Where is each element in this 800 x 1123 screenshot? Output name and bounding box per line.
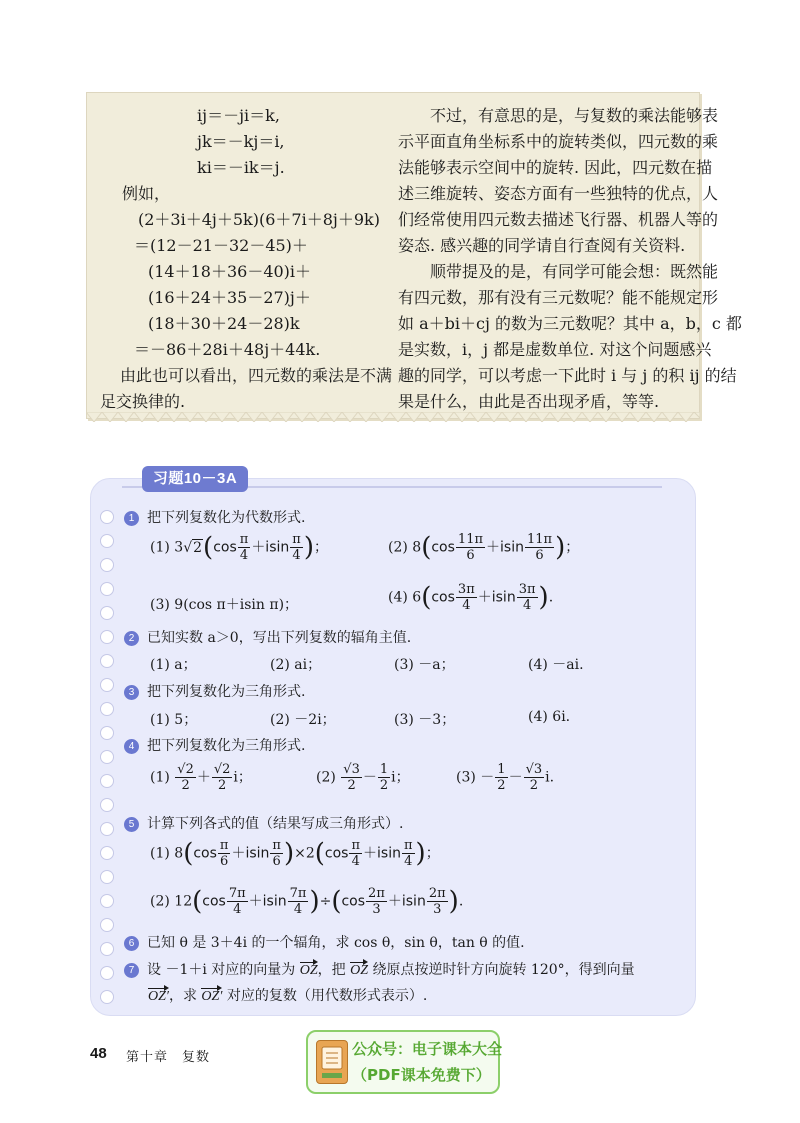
- question-2: [124, 627, 411, 647]
- watermark-badge: [306, 1030, 503, 1094]
- identity-jk: jk＝－kj＝i,: [197, 132, 285, 151]
- calc-line-1: (2＋3i＋4j＋5k)(6＋7i＋8j＋9k): [138, 210, 380, 229]
- page-number: 48: [90, 1045, 107, 1062]
- right-line-4: 述三维旋转、姿态方面有一些独特的优点，人: [398, 184, 719, 203]
- binder-ring: [100, 582, 114, 596]
- binder-ring: [100, 534, 114, 548]
- right-line-5: 们经常使用四元数去描述飞行器、机器人等的: [398, 210, 719, 229]
- vector-oz-prime: OZ′: [148, 989, 169, 1004]
- question-7-continued: OZ′，求 OZ′ 对应的复数（用代数形式表示）.: [148, 988, 428, 1004]
- question-text: 计算下列各式的值（结果写成三角形式）.: [147, 816, 404, 832]
- question-3: [124, 681, 305, 701]
- watermark-line-1: 公众号：电子课本大全: [352, 1040, 503, 1058]
- binder-ring: [100, 702, 114, 716]
- question-number: 2: [124, 631, 139, 646]
- binder-ring: [100, 726, 114, 740]
- conclusion-line-2: 足交换律的.: [100, 392, 186, 411]
- q2-part-2: (2) ai；: [270, 657, 322, 673]
- q5-part-1: (1) 8(cos $\frac{\pi}{6}$ ＋isin $\frac{\pi}{6}$ )×2(cos $\frac{\pi}{4}$ ＋isin $\frac{\pi}{4}$ )；: [150, 838, 440, 869]
- q2-part-3: (3) －a；: [394, 657, 455, 673]
- right-line-8: 有四元数，那有没有三元数呢？能不能规定形: [398, 288, 719, 307]
- q3-part-4: (4) 6i.: [528, 709, 571, 725]
- q1-part-2: (2) 8(cos $\frac{11\pi}{6}$ ＋isin $\frac{11\pi}{6}$ )；: [388, 532, 580, 563]
- binder-ring: [100, 966, 114, 980]
- question-number: 6: [124, 936, 139, 951]
- binder-ring: [100, 558, 114, 572]
- question-text: 已知实数 a＞0，写出下列复数的辐角主值.: [147, 630, 412, 646]
- vector-oz-prime: OZ′: [201, 989, 223, 1004]
- q3-part-2: (2) －2i；: [270, 712, 336, 728]
- q2-part-1: (1) a；: [150, 657, 197, 673]
- binder-ring: [100, 990, 114, 1004]
- question-number: 7: [124, 963, 139, 978]
- question-6: [124, 932, 525, 952]
- vector-oz: OZ: [350, 963, 369, 978]
- binder-ring: [100, 654, 114, 668]
- question-number: 1: [124, 511, 139, 526]
- question-number: 4: [124, 739, 139, 754]
- binder-ring: [100, 798, 114, 812]
- right-line-11: 趣的同学，可以考虑一下此时 i 与 j 的积 ij 的结: [398, 366, 737, 385]
- binder-ring: [100, 630, 114, 644]
- book-logo-icon: [316, 1040, 348, 1084]
- exercise-badge: 习题10－3A: [142, 466, 248, 492]
- question-5: [124, 813, 403, 833]
- binder-ring: [100, 822, 114, 836]
- q4-part-3: (3) － $\frac{1}{2}$ － $\frac{√3}{2}$ i.: [456, 762, 555, 793]
- question-number: 5: [124, 817, 139, 832]
- identity-ki: ki＝－ik＝j.: [197, 158, 285, 177]
- question-text: 把下列复数化为三角形式.: [147, 738, 306, 754]
- right-line-1: 不过，有意思的是，与复数的乘法能够表: [430, 106, 719, 125]
- binder-ring: [100, 894, 114, 908]
- binder-ring: [100, 918, 114, 932]
- q4-part-2: (2) $\frac{√3}{2}$ － $\frac{1}{2}$ i；: [316, 762, 410, 793]
- right-line-10: 是实数，i，j 都是虚数单位. 对这个问题感兴: [398, 340, 712, 359]
- example-label: 例如，: [122, 184, 171, 203]
- binder-ring: [100, 678, 114, 692]
- chapter-title: 第十章 复数: [126, 1050, 211, 1065]
- right-line-2: 示平面直角坐标系中的旋转类似，四元数的乘: [398, 132, 719, 151]
- sqrt-2: √2: [183, 539, 203, 556]
- right-line-12: 果是什么，由此是否出现矛盾，等等.: [398, 392, 660, 411]
- calc-line-6: ＝－86＋28i＋48j＋44k.: [134, 340, 321, 359]
- question-text: 把下列复数化为三角形式.: [147, 684, 306, 700]
- calc-line-3: (14＋18＋36－40)i＋: [148, 262, 312, 281]
- binder-ring: [100, 846, 114, 860]
- vector-oz: OZ: [299, 963, 318, 978]
- right-line-9: 如 a＋bi＋cj 的数为三元数呢？其中 a，b，c 都: [398, 314, 742, 333]
- calc-line-4: (16＋24＋35－27)j＋: [148, 288, 311, 307]
- right-line-6: 姿态. 感兴趣的同学请自行查阅有关资料.: [398, 236, 686, 255]
- question-text: 已知 θ 是 3＋4i 的一个辐角，求 cos θ，sin θ，tan θ 的值.: [147, 935, 525, 951]
- q2-part-4: (4) －ai.: [528, 657, 584, 673]
- question-number: 3: [124, 685, 139, 700]
- q1-part-4: (4) 6(cos $\frac{3\pi}{4}$ ＋isin $\frac{3\pi}{4}$ ).: [388, 582, 554, 613]
- right-line-7: 顺带提及的是，有同学可能会想：既然能: [430, 262, 719, 281]
- question-7: 7 设 －1＋i 对应的向量为 OZ，把 OZ 绕原点按逆时针方向旋转 120°，得到向量: [124, 959, 635, 979]
- zigzag-border: [86, 412, 700, 422]
- q1-part-3: (3) 9(cos π＋isin π)；: [150, 597, 299, 613]
- q3-part-3: (3) －3；: [394, 712, 456, 728]
- binder-ring: [100, 750, 114, 764]
- question-1: [124, 507, 305, 527]
- identity-ij: ij＝－ji＝k,: [197, 106, 280, 125]
- q3-part-1: (1) 5；: [150, 712, 198, 728]
- binder-ring: [100, 606, 114, 620]
- watermark-line-2: （PDF课本免费下）: [352, 1066, 491, 1084]
- binder-ring: [100, 510, 114, 524]
- question-text: 把下列复数化为代数形式.: [147, 510, 306, 526]
- calc-line-5: (18＋30＋24－28)k: [148, 314, 300, 333]
- conclusion-line-1: 由此也可以看出，四元数的乘法是不满: [120, 366, 393, 385]
- binder-ring: [100, 942, 114, 956]
- binder-ring: [100, 870, 114, 884]
- question-4: [124, 735, 305, 755]
- q4-part-1: (1) $\frac{√2}{2}$ ＋ $\frac{√2}{2}$ i；: [150, 762, 252, 793]
- q1-part-1: (1) 3√2(cos $\frac{\pi}{4}$ ＋isin $\frac{\pi}{4}$ )；: [150, 532, 328, 563]
- binder-ring: [100, 774, 114, 788]
- right-line-3: 法能够表示空间中的旋转. 因此，四元数在描: [398, 158, 713, 177]
- q5-part-2: (2) 12(cos $\frac{7\pi}{4}$ ＋isin $\frac{7\pi}{4}$ )÷(cos $\frac{2\pi}{3}$ ＋isin $\frac{2\pi}{3}$ ).: [150, 886, 464, 917]
- calc-line-2: ＝(12－21－32－45)＋: [134, 236, 308, 255]
